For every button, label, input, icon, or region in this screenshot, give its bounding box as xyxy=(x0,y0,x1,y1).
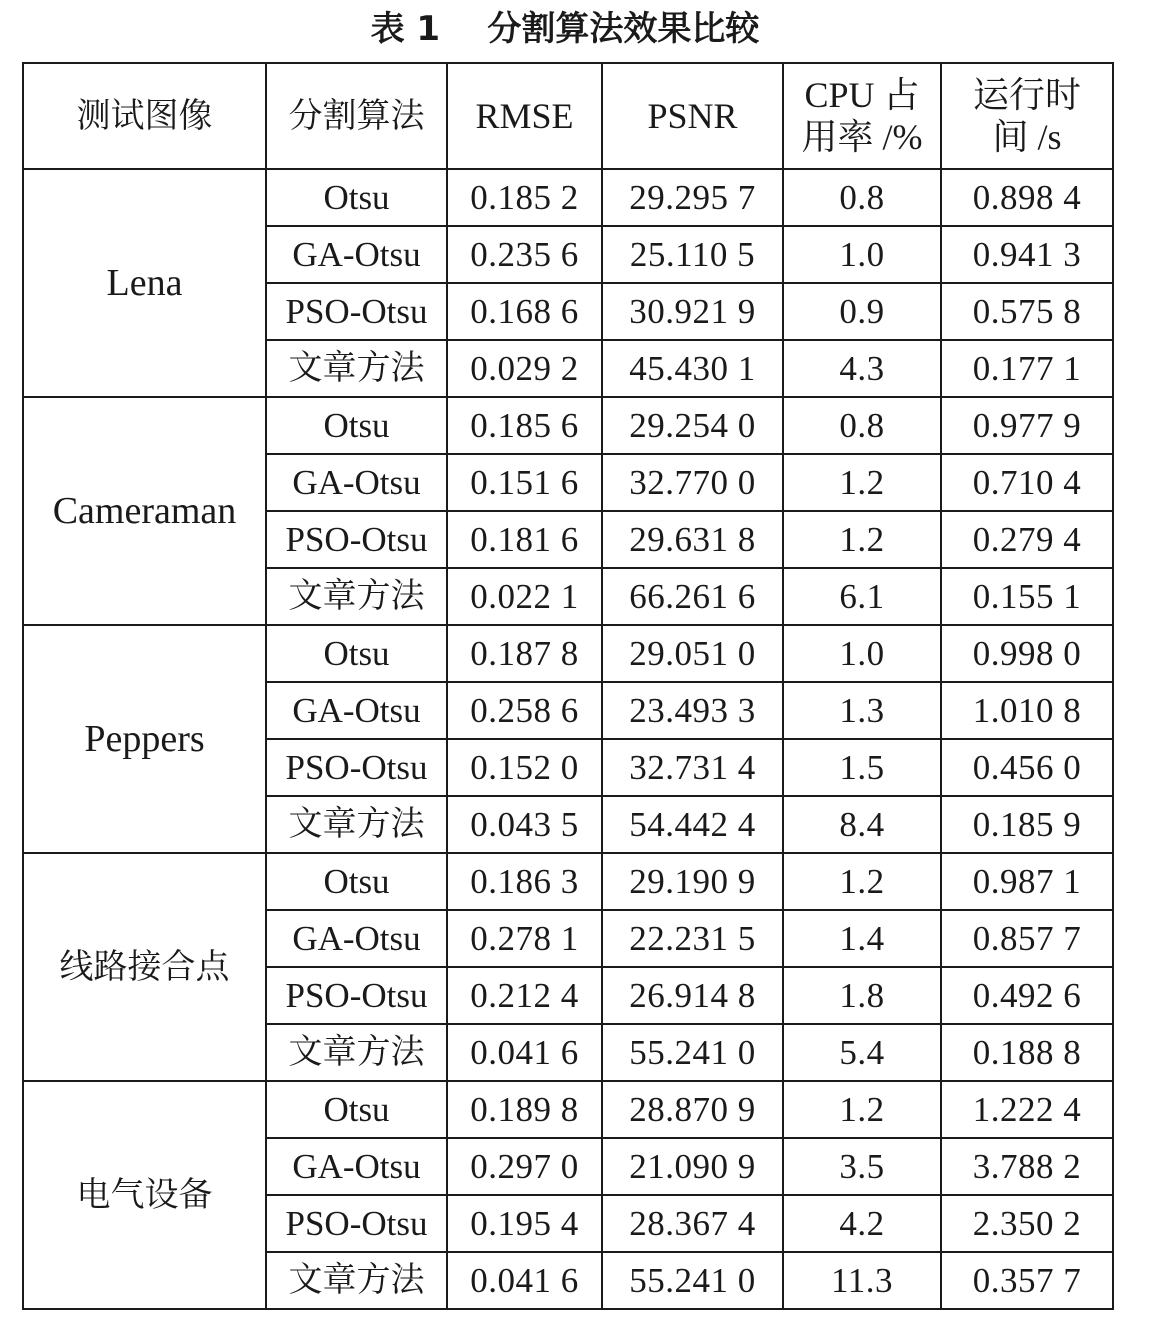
cell-run-time: 0.575 8 xyxy=(941,283,1113,340)
cell-cpu-usage: 5.4 xyxy=(783,1024,941,1081)
cell-run-time: 0.188 8 xyxy=(941,1024,1113,1081)
cell-rmse: 0.181 6 xyxy=(447,511,602,568)
cell-rmse: 0.185 2 xyxy=(447,169,602,226)
cell-psnr: 29.254 0 xyxy=(602,397,783,454)
cell-run-time: 0.987 1 xyxy=(941,853,1113,910)
cell-psnr: 29.190 9 xyxy=(602,853,783,910)
table-row xyxy=(23,853,1113,910)
cell-test-image: Lena xyxy=(23,169,266,397)
cell-psnr: 22.231 5 xyxy=(602,910,783,967)
cell-test-image: Cameraman xyxy=(23,397,266,625)
cell-algorithm: GA-Otsu xyxy=(266,454,447,511)
header-time-line2: 间 /s xyxy=(992,117,1062,157)
cell-rmse: 0.041 6 xyxy=(447,1252,602,1309)
cell-run-time: 0.710 4 xyxy=(941,454,1113,511)
cell-algorithm: GA-Otsu xyxy=(266,226,447,283)
cell-cpu-usage: 6.1 xyxy=(783,568,941,625)
header-psnr: PSNR xyxy=(602,63,783,169)
cell-rmse: 0.278 1 xyxy=(447,910,602,967)
cell-run-time: 1.222 4 xyxy=(941,1081,1113,1138)
table-row xyxy=(23,1081,1113,1138)
cell-algorithm: GA-Otsu xyxy=(266,910,447,967)
header-cpu xyxy=(783,63,941,169)
cell-run-time: 0.456 0 xyxy=(941,739,1113,796)
cell-cpu-usage: 0.9 xyxy=(783,283,941,340)
header-cpu-line1: CPU 占 xyxy=(804,75,920,115)
cell-rmse: 0.212 4 xyxy=(447,967,602,1024)
cell-cpu-usage: 4.3 xyxy=(783,340,941,397)
cell-run-time: 0.279 4 xyxy=(941,511,1113,568)
cell-run-time: 1.010 8 xyxy=(941,682,1113,739)
header-rmse: RMSE xyxy=(447,63,602,169)
cell-psnr: 66.261 6 xyxy=(602,568,783,625)
cell-psnr: 55.241 0 xyxy=(602,1252,783,1309)
cell-run-time: 0.998 0 xyxy=(941,625,1113,682)
cell-algorithm: 文章方法 xyxy=(266,568,447,625)
cell-algorithm: 文章方法 xyxy=(266,796,447,853)
cell-algorithm: GA-Otsu xyxy=(266,682,447,739)
cell-psnr: 45.430 1 xyxy=(602,340,783,397)
table-row xyxy=(23,397,1113,454)
cell-rmse: 0.195 4 xyxy=(447,1195,602,1252)
cell-cpu-usage: 1.5 xyxy=(783,739,941,796)
cell-psnr: 28.367 4 xyxy=(602,1195,783,1252)
cell-psnr: 28.870 9 xyxy=(602,1081,783,1138)
cell-run-time: 0.155 1 xyxy=(941,568,1113,625)
cell-psnr: 32.770 0 xyxy=(602,454,783,511)
cell-run-time: 0.941 3 xyxy=(941,226,1113,283)
cell-rmse: 0.187 8 xyxy=(447,625,602,682)
table-row xyxy=(23,169,1113,226)
cell-cpu-usage: 1.4 xyxy=(783,910,941,967)
cell-rmse: 0.189 8 xyxy=(447,1081,602,1138)
cell-rmse: 0.041 6 xyxy=(447,1024,602,1081)
cell-run-time: 0.492 6 xyxy=(941,967,1113,1024)
cell-psnr: 25.110 5 xyxy=(602,226,783,283)
cell-algorithm: Otsu xyxy=(266,625,447,682)
cell-rmse: 0.022 1 xyxy=(447,568,602,625)
cell-psnr: 54.442 4 xyxy=(602,796,783,853)
header-time xyxy=(941,63,1113,169)
cell-cpu-usage: 1.2 xyxy=(783,511,941,568)
cell-run-time: 0.977 9 xyxy=(941,397,1113,454)
cell-run-time: 0.185 9 xyxy=(941,796,1113,853)
cell-rmse: 0.297 0 xyxy=(447,1138,602,1195)
cell-cpu-usage: 0.8 xyxy=(783,169,941,226)
cell-algorithm: GA-Otsu xyxy=(266,1138,447,1195)
cell-psnr: 55.241 0 xyxy=(602,1024,783,1081)
header-row xyxy=(23,63,1113,169)
cell-run-time: 3.788 2 xyxy=(941,1138,1113,1195)
cell-run-time: 0.898 4 xyxy=(941,169,1113,226)
cell-cpu-usage: 3.5 xyxy=(783,1138,941,1195)
cell-cpu-usage: 1.2 xyxy=(783,1081,941,1138)
table-body xyxy=(23,169,1113,1309)
cell-run-time: 0.857 7 xyxy=(941,910,1113,967)
cell-algorithm: 文章方法 xyxy=(266,340,447,397)
cell-cpu-usage: 0.8 xyxy=(783,397,941,454)
cell-psnr: 21.090 9 xyxy=(602,1138,783,1195)
cell-rmse: 0.029 2 xyxy=(447,340,602,397)
cell-test-image: 电气设备 xyxy=(23,1081,266,1309)
cell-algorithm: Otsu xyxy=(266,169,447,226)
cell-rmse: 0.186 3 xyxy=(447,853,602,910)
header-algorithm: 分割算法 xyxy=(266,63,447,169)
cell-rmse: 0.235 6 xyxy=(447,226,602,283)
cell-cpu-usage: 1.8 xyxy=(783,967,941,1024)
cell-psnr: 32.731 4 xyxy=(602,739,783,796)
cell-test-image: 线路接合点 xyxy=(23,853,266,1081)
cell-algorithm: PSO-Otsu xyxy=(266,1195,447,1252)
comparison-table xyxy=(22,62,1114,1310)
header-cpu-line2: 用率 /% xyxy=(801,117,923,157)
cell-cpu-usage: 4.2 xyxy=(783,1195,941,1252)
table-row xyxy=(23,625,1113,682)
cell-psnr: 30.921 9 xyxy=(602,283,783,340)
table-caption: 表 1 分割算法效果比较 xyxy=(370,9,760,49)
cell-cpu-usage: 1.2 xyxy=(783,853,941,910)
cell-run-time: 0.357 7 xyxy=(941,1252,1113,1309)
cell-rmse: 0.185 6 xyxy=(447,397,602,454)
header-time-line1: 运行时 xyxy=(972,75,1081,115)
cell-cpu-usage: 1.0 xyxy=(783,226,941,283)
cell-cpu-usage: 11.3 xyxy=(783,1252,941,1309)
cell-run-time: 0.177 1 xyxy=(941,340,1113,397)
header-image: 测试图像 xyxy=(23,63,266,169)
cell-run-time: 2.350 2 xyxy=(941,1195,1113,1252)
cell-cpu-usage: 1.2 xyxy=(783,454,941,511)
cell-cpu-usage: 8.4 xyxy=(783,796,941,853)
cell-psnr: 26.914 8 xyxy=(602,967,783,1024)
table-header xyxy=(23,63,1113,169)
cell-algorithm: Otsu xyxy=(266,1081,447,1138)
cell-algorithm: 文章方法 xyxy=(266,1024,447,1081)
cell-test-image: Peppers xyxy=(23,625,266,853)
cell-algorithm: PSO-Otsu xyxy=(266,967,447,1024)
cell-cpu-usage: 1.3 xyxy=(783,682,941,739)
cell-algorithm: Otsu xyxy=(266,397,447,454)
cell-rmse: 0.151 6 xyxy=(447,454,602,511)
cell-algorithm: 文章方法 xyxy=(266,1252,447,1309)
cell-algorithm: Otsu xyxy=(266,853,447,910)
cell-rmse: 0.258 6 xyxy=(447,682,602,739)
cell-algorithm: PSO-Otsu xyxy=(266,283,447,340)
cell-algorithm: PSO-Otsu xyxy=(266,739,447,796)
cell-rmse: 0.043 5 xyxy=(447,796,602,853)
cell-algorithm: PSO-Otsu xyxy=(266,511,447,568)
cell-psnr: 29.051 0 xyxy=(602,625,783,682)
cell-rmse: 0.168 6 xyxy=(447,283,602,340)
cell-rmse: 0.152 0 xyxy=(447,739,602,796)
cell-psnr: 29.631 8 xyxy=(602,511,783,568)
cell-psnr: 29.295 7 xyxy=(602,169,783,226)
cell-psnr: 23.493 3 xyxy=(602,682,783,739)
cell-cpu-usage: 1.0 xyxy=(783,625,941,682)
